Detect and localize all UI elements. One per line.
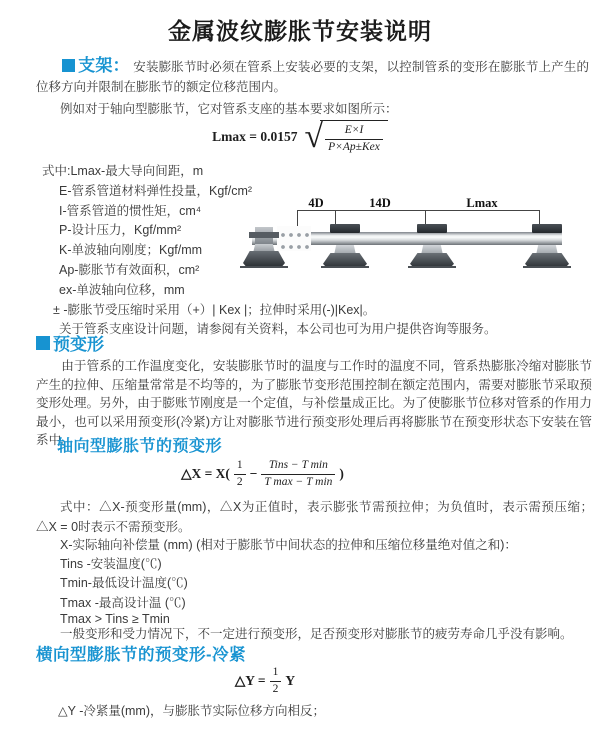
dimension-label-4d: 4D (308, 196, 324, 210)
blue-square-icon (36, 336, 50, 350)
axial-note: 一般变形和受力情况下，不一定进行预变形，足否预变形对膨胀节的疲劳寿命几乎没有影响。 (60, 627, 573, 641)
lateral-definition-line: △Y -冷紧量(mm)，与膨胀节实际位移方向相反； (58, 704, 326, 718)
dimension-tick (297, 211, 298, 227)
section-heading-label: 预变形 (53, 335, 104, 354)
definition-line: Ap-膨胀节有效面积，cm² (59, 262, 200, 277)
minus-sign: − (249, 466, 258, 482)
definition-line: Tmin-最低设计温度(℃) (60, 576, 188, 591)
dimension-line (297, 210, 540, 211)
definition-line: Tmax > Tins ≥ Tmin (60, 611, 170, 626)
definition-line: Tmax -最高设计温 (℃) (60, 595, 186, 610)
definition-line: P-设计压力，Kgf/mm² (59, 223, 182, 238)
example-line: 例如对于轴向型膨胀节，它对管系支座的基本要求如图所示： (60, 102, 398, 116)
pipe-anchor (240, 220, 288, 270)
closing-paren: ) (339, 466, 344, 482)
formula-lhs: △Y = (234, 673, 266, 689)
section-heading-label: 支架： (78, 56, 130, 75)
blue-square-icon (62, 59, 75, 72)
formula-lhs: Lmax = 0.0157 (212, 129, 298, 145)
section-heading-support (62, 56, 130, 75)
support-requirements-diagram (240, 196, 596, 288)
formula-denominator: P×Ap±Kex (328, 140, 380, 153)
formula-lhs: △X = X( (181, 466, 230, 482)
lateral-preset-subtitle: 横向型膨胀节的预变形-冷紧 (36, 646, 246, 664)
pipe-support (320, 220, 370, 270)
dimension-label-lmax: Lmax (466, 196, 498, 210)
axial-definitions-list (60, 535, 517, 631)
pipe-support (407, 220, 457, 270)
axial-preset-subtitle: 轴向型膨胀节的预变形 (57, 438, 223, 455)
lmax-formula (0, 120, 600, 155)
definition-line: E-管系管道材料弹性投量，Kgf/cm² (59, 183, 253, 198)
definition-line: I-管系管道的惯性矩，cm⁴ (59, 203, 202, 218)
definition-line: 式中:Lmax-最大导向间距，m (42, 164, 204, 178)
definition-line: ex-单波轴向位移，mm (59, 282, 185, 297)
formula-numerator: E×I (325, 124, 383, 140)
pipe-support (522, 220, 572, 270)
section-support-paragraph (36, 56, 589, 97)
preset-paragraph: 由于管系的工作温度变化，安装膨胀节时的温度与工作时的温度不同，管系热膨胀冷缩对膨胀节产生的拉伸、压缩量常常是不均等的，为了膨胀节变形范围控制在额定范围内，需要对膨胀节采取预变形处理。另外，由于膨账节刚度是一个定值，与补偿量成正比。为了使膨胀节位移对管系的作用力最小，也可以采用预变形(冷紧)方让对膨胀节进行预变形处理后再将膨胀节在预变形状态下安装在管系中。 (36, 359, 592, 448)
definition-line: K-单波轴向刚度；Kgf/mm (59, 243, 203, 258)
lateral-preset-formula: △Y = $\frac{1}{2}$ Y (234, 666, 296, 695)
section-heading-preset (36, 330, 104, 355)
formula-rhs: Y (285, 673, 296, 689)
definition-line: ± -膨胀节受压缩时采用（+）| Kex |；拉伸时采用(-)|Kex|。 (53, 302, 376, 317)
axial-preset-formula: △X = X( $\frac{1}{2}$ − $\frac{\text{Tins − T min}}{\text{T max − T min}}$ ) (181, 459, 344, 488)
radical-sign-icon: √ (304, 118, 324, 156)
axial-formula-explanation: 式中：△X-预变形量(mm)，△X为正值时，表示膨张节需预拉伸；为负值时，表示需预压缩；△X = 0时表示不需预变形。 (36, 500, 593, 534)
support-intro-text: 安装膨胀节时必须在管系上安装必要的支架，以控制管系的变形在膨胀节上产生的位移方向并限制在膨胀节的额定位移范围内。 (36, 60, 589, 94)
dimension-label-14d: 14D (369, 196, 391, 210)
page-title: 金属波纹膨胀节安装说明 (168, 18, 432, 44)
definition-line: 关于管系支座设计问题，请参阅有关资料，本公司也可为用户提供咨询等服务。 (59, 322, 497, 337)
square-root-expression (304, 120, 387, 155)
definition-line: X-实际轴向补偿量 (mm) (相对于膨胀节中间状态的拉伸和压缩位移量绝对值之和)： (60, 538, 517, 552)
definition-line: Tins -安装温度(℃) (60, 557, 162, 572)
